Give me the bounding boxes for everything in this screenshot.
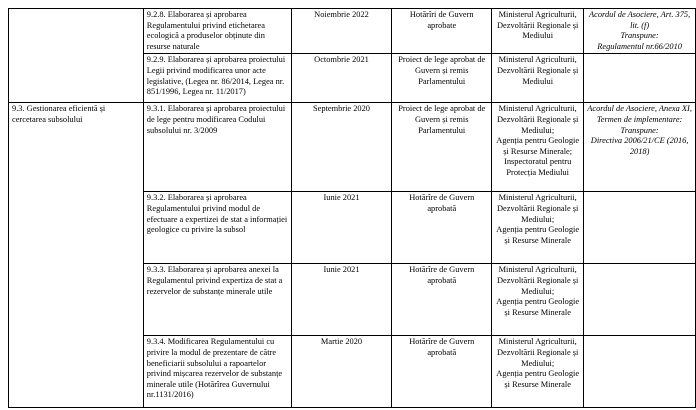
action-cell: 9.3.1. Elaborarea și aprobarea proiectului de lege pentru modificarea Codului subsolului nr. 3/2009 — [143, 103, 291, 192]
document-cell: Hotărîre de Guvern aprobată — [392, 264, 492, 336]
document-cell: Proiect de lege aprobat de Guvern și remis Parlamentului — [392, 54, 492, 103]
institution-cell: Ministerul Agriculturii, Dezvoltării Regionale și Mediului — [492, 54, 584, 103]
action-cell: 9.2.9. Elaborarea și aprobarea proiectului Legii privind modificarea unor acte legislative, (Legea nr. 86/2014, Legea nr. 851/1996, Legea nr. 11/2017) — [143, 54, 291, 103]
document-cell: Proiect de lege aprobat de Guvern și remis Parlamentului — [392, 103, 492, 192]
action-plan-table — [8, 8, 696, 408]
institution-cell: Ministerul Agriculturii, Dezvoltării Regionale și Mediului; Agenția pentru Geologie și Resurse Minerale; Inspectoratul pentru Protecția Mediului — [492, 103, 584, 192]
reference-cell — [584, 192, 696, 264]
reference-cell: Acordul de Asociere, Anexa XI, Termen de implementare: Transpune: Directiva 2006/21/CE (2016, 2018) — [584, 103, 696, 192]
document-cell: Hotărîre de Guvern aprobată — [392, 336, 492, 408]
deadline-cell: Septembrie 2020 — [291, 103, 392, 192]
deadline-cell: Iunie 2021 — [291, 264, 392, 336]
group-label-cell: 9.3. Gestionarea eficientă și cercetarea subsolului — [9, 103, 144, 408]
deadline-cell: Noiembrie 2022 — [291, 9, 392, 54]
institution-cell: Ministerul Agriculturii, Dezvoltării Regionale și Mediului; Agenția pentru Geologie și Resurse Minerale — [492, 264, 584, 336]
document-cell: Hotărîri de Guvern aprobate — [392, 9, 492, 54]
deadline-cell: Iunie 2021 — [291, 192, 392, 264]
reference-cell — [584, 336, 696, 408]
deadline-cell: Martie 2020 — [291, 336, 392, 408]
institution-cell: Ministerul Agriculturii, Dezvoltării Regionale și Mediului; Agenția pentru Geologie și Resurse Minerale — [492, 192, 584, 264]
institution-cell: Ministerul Agriculturii, Dezvoltării Regionale și Mediului; Agenția pentru Geologie și Resurse Minerale — [492, 336, 584, 408]
table-row — [9, 103, 696, 192]
action-cell: 9.3.4. Modificarea Regulamentului cu privire la modul de prezentare de către beneficiarii subsolului a rapoartelor privind mișcarea rezervelor de substanțe minerale utile (Hotărîrea Guvernului nr.1131/2016) — [143, 336, 291, 408]
action-cell: 9.3.2. Elaborarea și aprobarea Regulamentului privind modul de efectuare a expertizei de stat a informației geologice cu privire la subsol — [143, 192, 291, 264]
deadline-cell: Octombrie 2021 — [291, 54, 392, 103]
document-cell: Hotărîre de Guvern aprobată — [392, 192, 492, 264]
institution-cell: Ministerul Agriculturii, Dezvoltării Regionale și Mediului — [492, 9, 584, 54]
group-cell-empty — [9, 9, 144, 103]
reference-cell — [584, 264, 696, 336]
reference-cell — [584, 54, 696, 103]
action-cell: 9.2.8. Elaborarea și aprobarea Regulamentului privind etichetarea ecologică a produselor obținute din resurse naturale — [143, 9, 291, 54]
table-row — [9, 9, 696, 54]
action-cell: 9.3.3. Elaborarea și aprobarea anexei la Regulamentul privind expertiza de stat a rezervelor de substanțe minerale utile — [143, 264, 291, 336]
reference-cell: Acordul de Asociere, Art. 375, lit. (f) Transpune: Regulamentul nr.66/2010 — [584, 9, 696, 54]
